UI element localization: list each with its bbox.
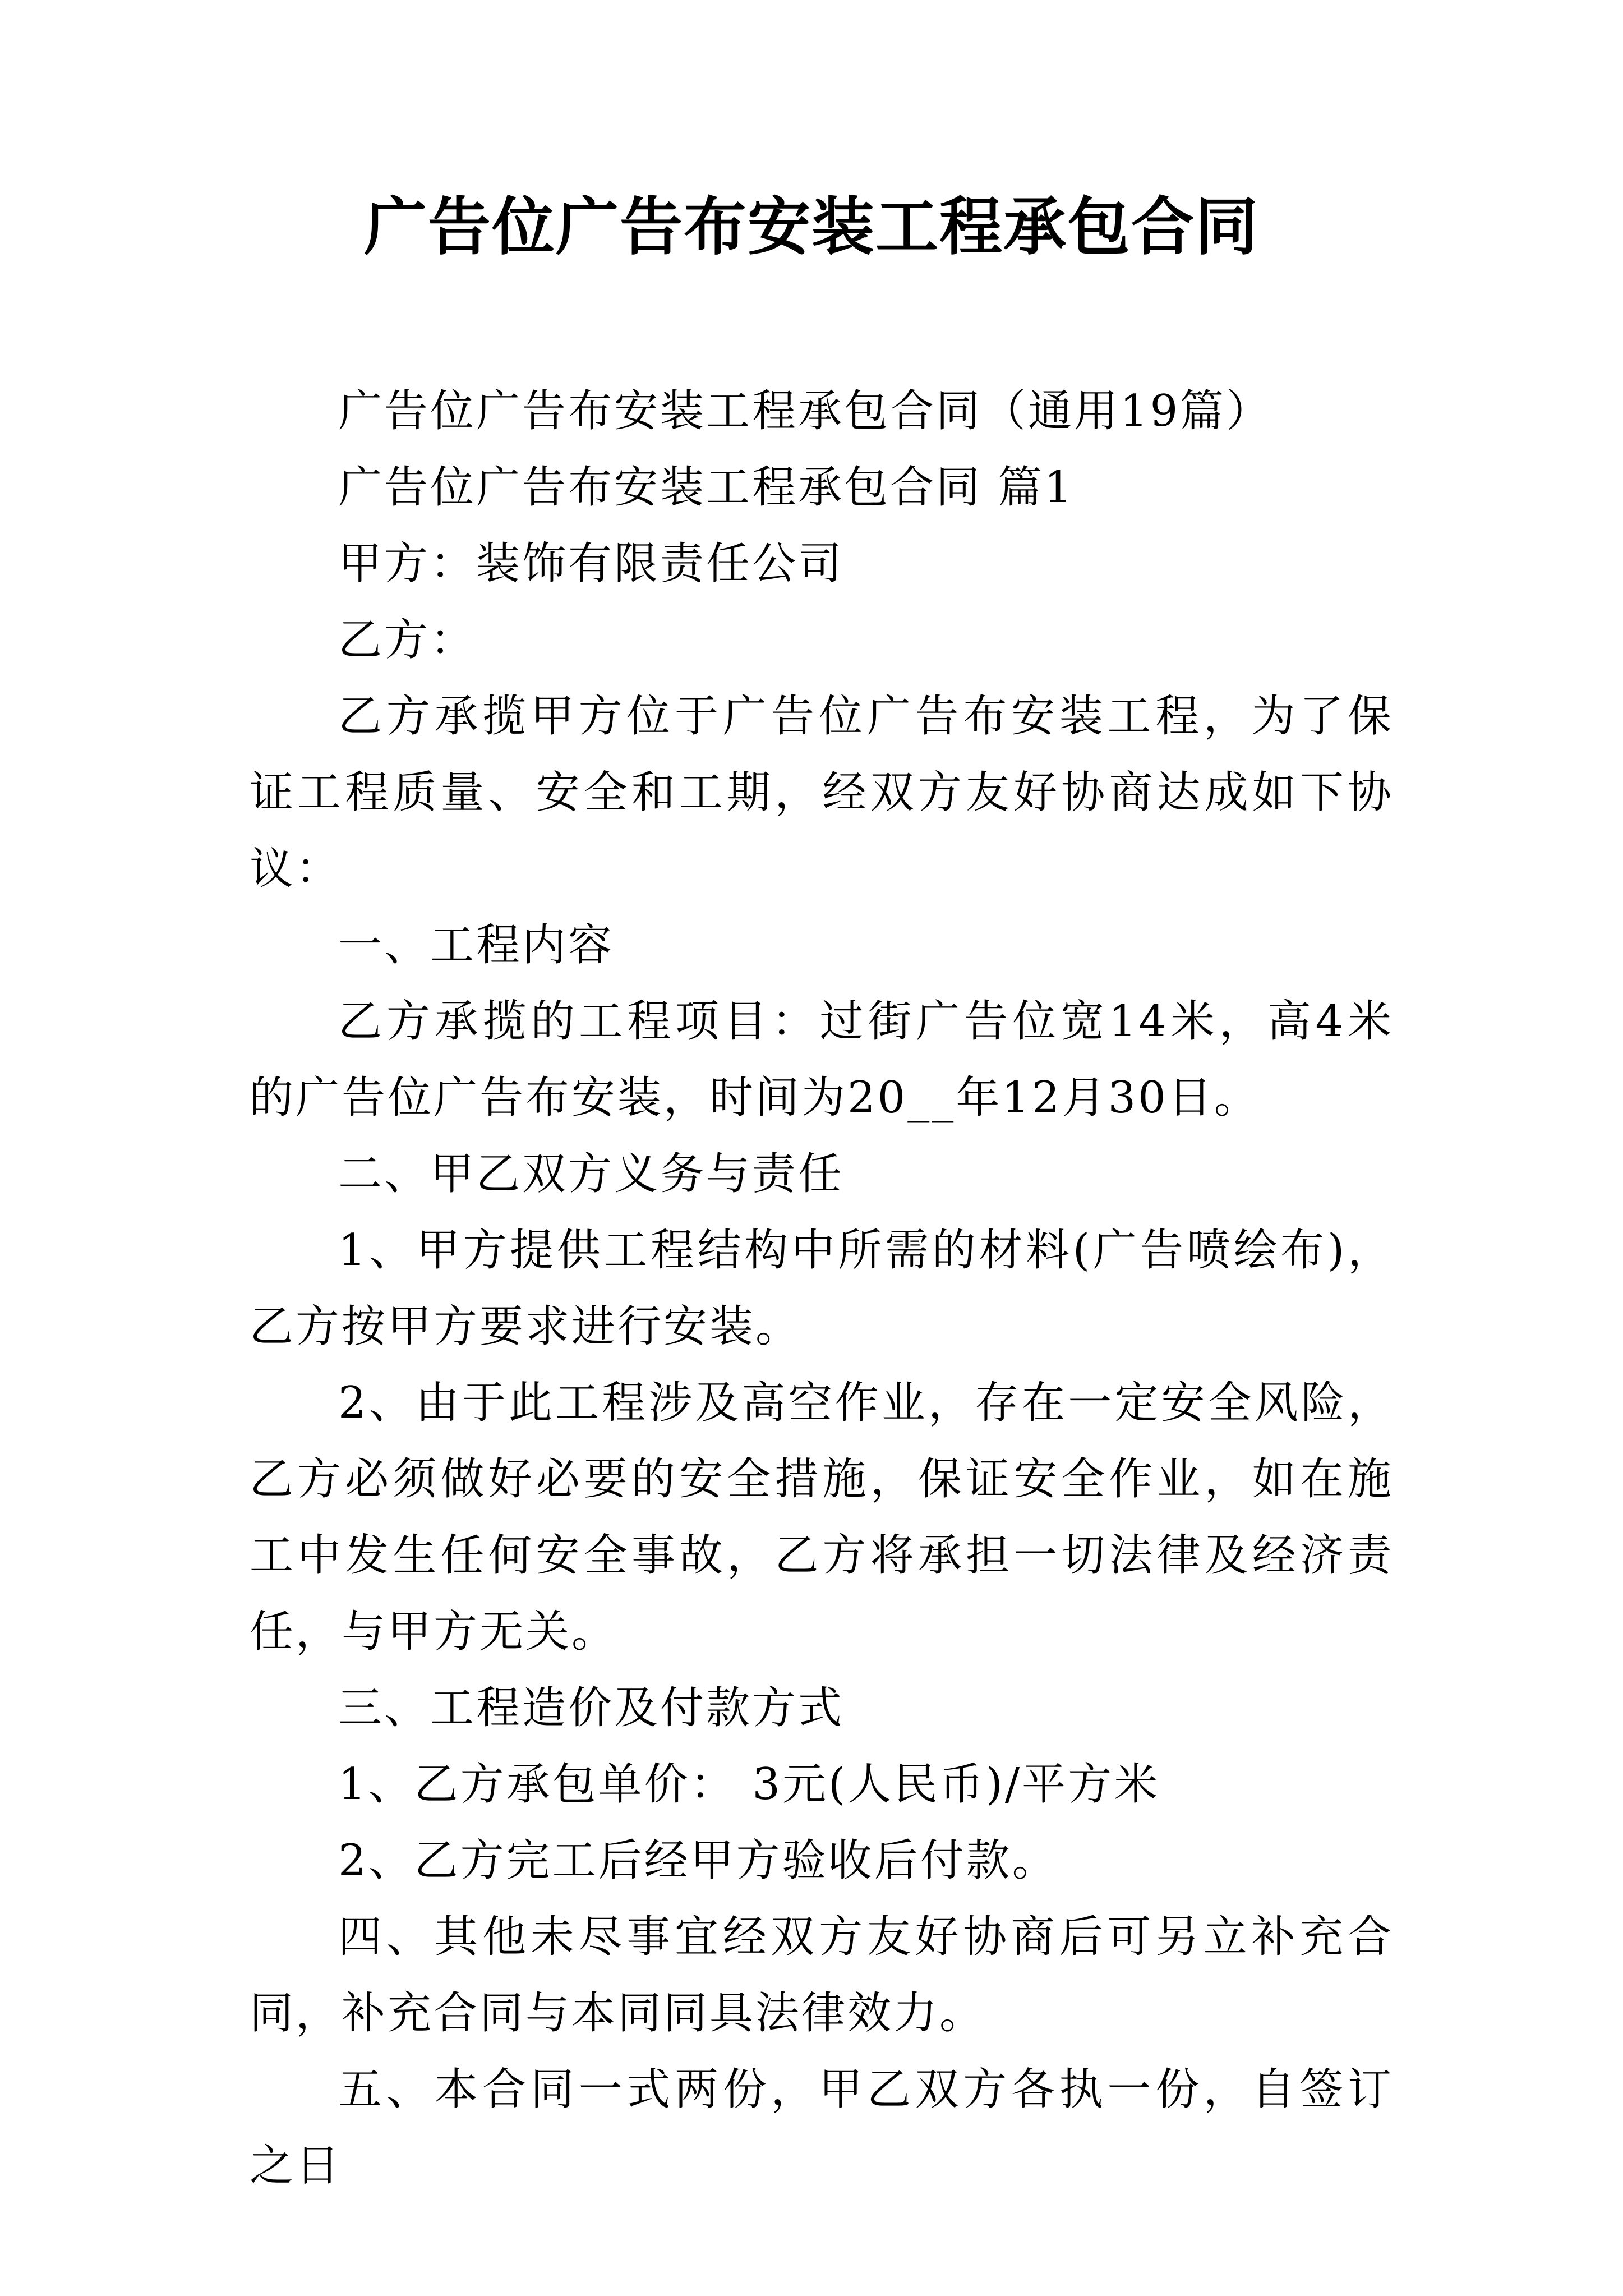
paragraph-section-5: 五、本合同一式两份，甲乙双方各执一份，自签订之日: [250, 2064, 1394, 2191]
paragraph-section-3-item-2: 2、乙方完工后经甲方验收后付款。: [338, 1835, 1058, 1886]
document-body: [250, 373, 1394, 2204]
paragraph-section-4: 四、其他未尽事宜经双方友好协商后可另立补充合同，补充合同与本同同具法律效力。: [250, 1912, 1394, 2039]
paragraph-subtitle: 广告位广告布安装工程承包合同（通用19篇）: [338, 386, 1272, 436]
paragraph-party-a: 甲方：装饰有限责任公司: [338, 539, 845, 589]
paragraph-section-1-heading: 一、工程内容: [338, 920, 615, 970]
document-title: 广告位广告布安装工程承包合同: [364, 190, 1259, 264]
paragraph-section-2-item-1: 1、甲方提供工程结构中所需的材料(广告喷绘布)，乙方按甲方要求进行安装。: [250, 1225, 1394, 1352]
paragraph-section-2-heading: 二、甲乙双方义务与责任: [338, 1149, 845, 1199]
paragraph-section-3-item-1: 1、乙方承包单价： 3元(人民币)/平方米: [338, 1759, 1160, 1810]
paragraph-preamble: 乙方承揽甲方位于广告位广告布安装工程，为了保证工程质量、安全和工期，经双方友好协商达成如下协议：: [250, 691, 1394, 894]
paragraph-party-b: 乙方：: [338, 615, 477, 665]
paragraph-section-2-item-2: 2、由于此工程涉及高空作业，存在一定安全风险，乙方必须做好必要的安全措施，保证安全作业，如在施工中发生任何安全事故，乙方将承担一切法律及经济责任，与甲方无关。: [250, 1378, 1394, 1657]
paragraph-chapter-heading: 广告位广告布安装工程承包合同 篇1: [338, 462, 1075, 513]
paragraph-section-1-body: 乙方承揽的工程项目：过街广告位宽14米，高4米的广告位广告布安装，时间为20__年12月30日。: [250, 996, 1394, 1123]
paragraph-section-3-heading: 三、工程造价及付款方式: [338, 1683, 845, 1733]
